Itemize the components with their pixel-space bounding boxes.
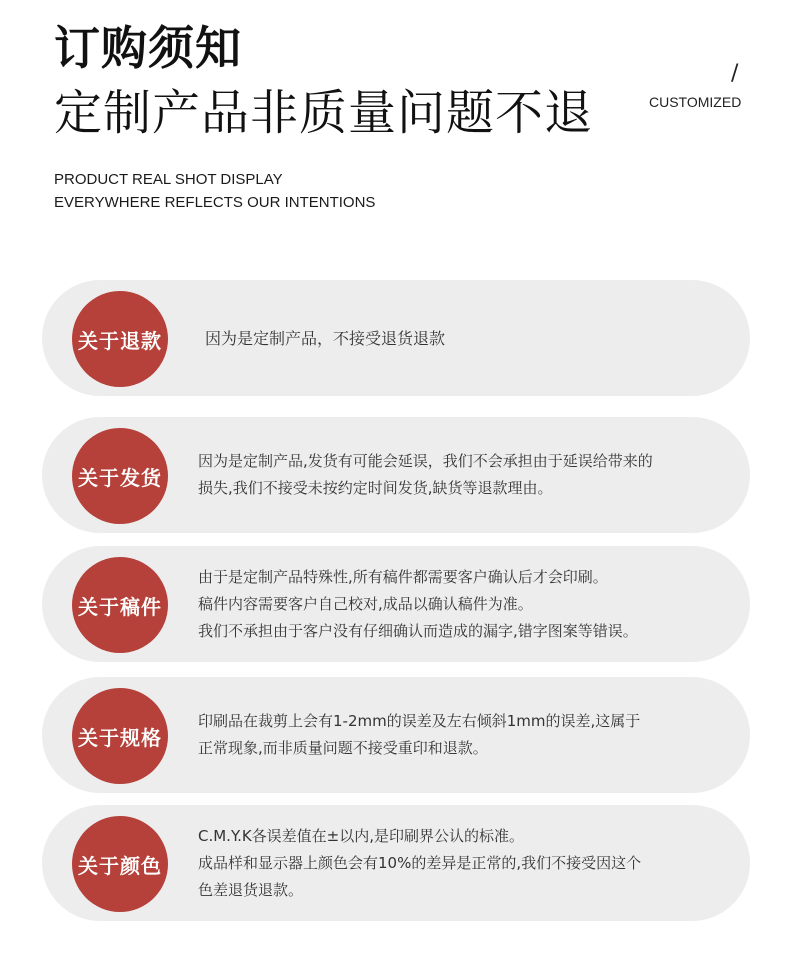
section-text-artwork xyxy=(198,546,722,662)
slash-mark: / xyxy=(731,61,739,86)
section-refund xyxy=(42,280,750,396)
page-subtitle: 定制产品非质量问题不退 xyxy=(54,85,594,141)
section-badge-color: 关于颜色 xyxy=(72,816,168,912)
section-text-refund xyxy=(205,280,722,396)
section-line: 稿件内容需要客户自己校对,成品以确认稿件为准。 xyxy=(198,594,533,613)
section-text-spec xyxy=(198,677,722,793)
section-line: 由于是定制产品特殊性,所有稿件都需要客户确认后才会印刷。 xyxy=(198,567,608,586)
section-shipping xyxy=(42,417,750,533)
section-line: 正常现象,而非质量问题不接受重印和退款。 xyxy=(198,739,488,757)
section-line: 印刷品在裁剪上会有1-2mm的误差及左右倾斜1mm的误差,这属于 xyxy=(198,712,641,730)
section-line: 因为是定制产品，不接受退货退款 xyxy=(205,328,446,348)
section-text-shipping xyxy=(198,417,722,533)
english-tagline-2: EVERYWHERE REFLECTS OUR INTENTIONS xyxy=(54,194,376,211)
section-text-color xyxy=(198,805,722,921)
english-tagline-1: PRODUCT REAL SHOT DISPLAY xyxy=(54,171,283,188)
customized-label: CUSTOMIZED xyxy=(649,94,742,110)
section-line: C.M.Y.K各误差值在±以内,是印刷界公认的标准。 xyxy=(198,826,525,845)
page-title: 订购须知 xyxy=(54,21,242,75)
section-artwork xyxy=(42,546,750,662)
section-line: 色差退货退款。 xyxy=(198,880,304,899)
section-line: 损失,我们不接受未按约定时间发货,缺货等退款理由。 xyxy=(198,479,553,497)
section-line: 成品样和显示器上颜色会有10%的差异是正常的,我们不接受因这个 xyxy=(198,853,642,872)
section-spec xyxy=(42,677,750,793)
section-badge-shipping: 关于发货 xyxy=(72,428,168,524)
section-badge-spec: 关于规格 xyxy=(72,688,168,784)
section-badge-artwork: 关于稿件 xyxy=(72,557,168,653)
section-color xyxy=(42,805,750,921)
section-line: 因为是定制产品,发货有可能会延误，我们不会承担由于延误给带来的 xyxy=(198,452,653,470)
section-line: 我们不承担由于客户没有仔细确认而造成的漏字,错字图案等错误。 xyxy=(198,621,638,640)
section-badge-refund: 关于退款 xyxy=(72,291,168,387)
